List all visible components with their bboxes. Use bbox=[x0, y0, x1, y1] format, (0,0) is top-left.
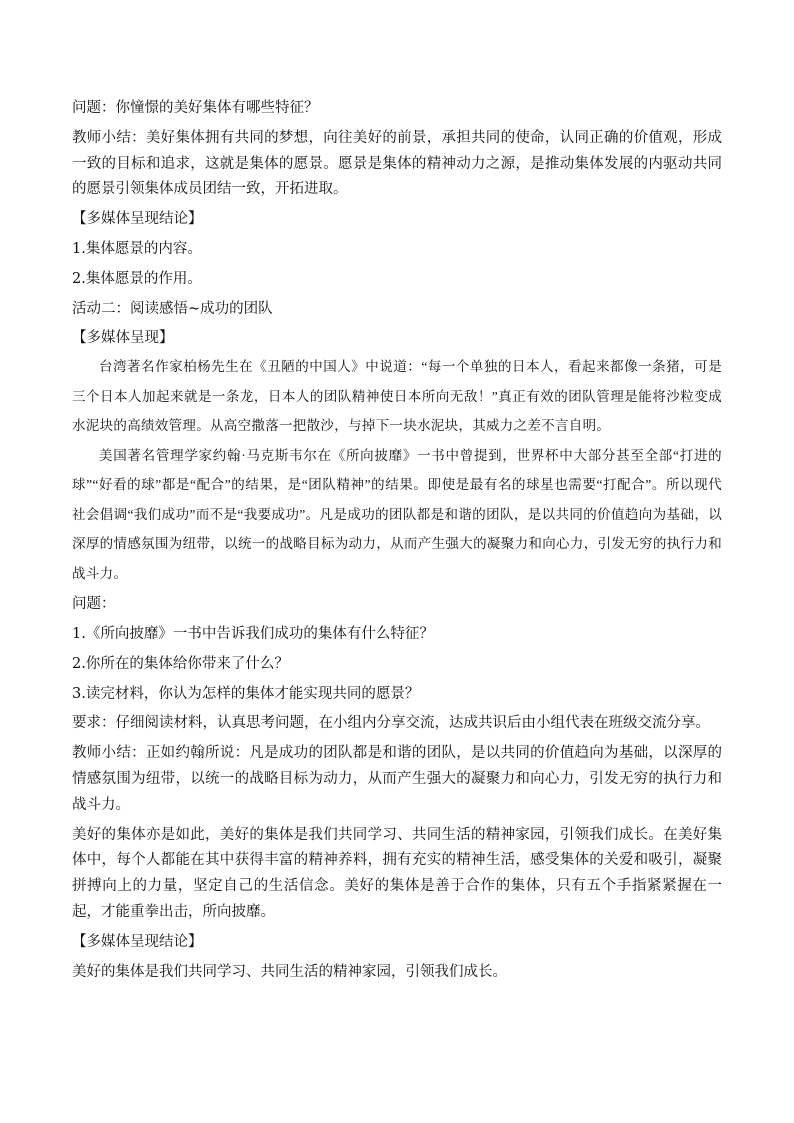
media-conclusion-heading-2: 【多媒体呈现结论】 bbox=[72, 933, 203, 950]
final-conclusion: 美好的集体是我们共同学习、共同生活的精神家园，引领我们成长。 bbox=[72, 963, 507, 980]
teacher-summary-vision: 教师小结：美好集体拥有共同的梦想，向往美好的前景，承担共同的使命，认同正确的价值观，形成一致的目标和追求，这就是集体的愿景。愿景是集体的精神动力之源，是推动集体发展的内驱动共同的愿景引领集体成员团结一致，开拓进取。 bbox=[72, 129, 722, 198]
question-item-1: 1.《所向披靡》一书中告诉我们成功的集体有什么特征？ bbox=[72, 625, 434, 642]
media-show-heading: 【多媒体呈现】 bbox=[72, 330, 174, 347]
questions-label: 问题： bbox=[72, 596, 116, 613]
activity-two-title: 活动二：阅读感悟~成功的团队 bbox=[72, 300, 273, 317]
requirement-text: 要求：仔细阅读材料，认真思考问题，在小组内分享交流，达成共识后由小组代表在班级交流分享。 bbox=[72, 715, 710, 732]
media-conclusion-heading: 【多媒体呈现结论】 bbox=[72, 211, 203, 228]
question-ideal-collective: 问题：你憧憬的美好集体有哪些特征？ bbox=[72, 100, 319, 116]
good-collective-paragraph: 美好的集体亦是如此，美好的集体是我们共同学习、共同生活的精神家园，引领我们成长。在美好集体中，每个人都能在其中获得丰富的精神养料，拥有充实的精神生活，感受集体的关爱和吸引，凝聚拼搏向上的力量，坚定自己的生活信念。美好的集体是善于合作的集体，只有五个手指紧紧握在一起，才能重拳出击，所向披靡。 bbox=[72, 826, 722, 920]
conclusion-point-content: 1.集体愿景的内容。 bbox=[72, 240, 202, 257]
question-item-2: 2.你所在的集体给你带来了什么？ bbox=[72, 655, 289, 672]
quote-bo-yang: 台湾著名作家柏杨先生在《丑陋的中国人》中说道：“每一个单独的日本人，看起来都像一条猪，可是三个日本人加起来就是一条龙，日本人的团队精神使日本所向无敌！”真正有效的团队管理是能将沙粒变成水泥块的高绩效管理。从高空撒落一把散沙，与掉下一块水泥块，其威力之差不言自明。 bbox=[72, 359, 722, 434]
document-page bbox=[72, 96, 722, 985]
question-item-3: 3.读完材料，你认为怎样的集体才能实现共同的愿景？ bbox=[72, 685, 420, 702]
teacher-summary-team: 教师小结：正如约翰所说：凡是成功的团队都是和谐的团队，是以共同的价值趋向为基础，以深厚的情感氛围为纽带，以统一的战略目标为动力，从而产生强大的凝聚力和向心力，引发无穷的执行力和战斗力。 bbox=[72, 745, 722, 813]
conclusion-point-effect: 2.集体愿景的作用。 bbox=[72, 270, 202, 287]
quote-maxwell: 美国著名管理学家约翰·马克斯韦尔在《所向披靡》一书中曾提到，世界杯中大部分甚至全部“打进的球”“好看的球”都是“配合”的结果，是“团队精神”的结果。即使是最有名的球星也需要“打配合”。所以现代社会倡调“我们成功”而不是“我要成功”。凡是成功的团队都是和谐的团队，是以共同的价值趋向为基础，以深厚的情感氛围为纽带，以统一的战略目标为动力，从而产生强大的凝聚力和向心力，引发无穷的执行力和战斗力。 bbox=[72, 447, 722, 581]
